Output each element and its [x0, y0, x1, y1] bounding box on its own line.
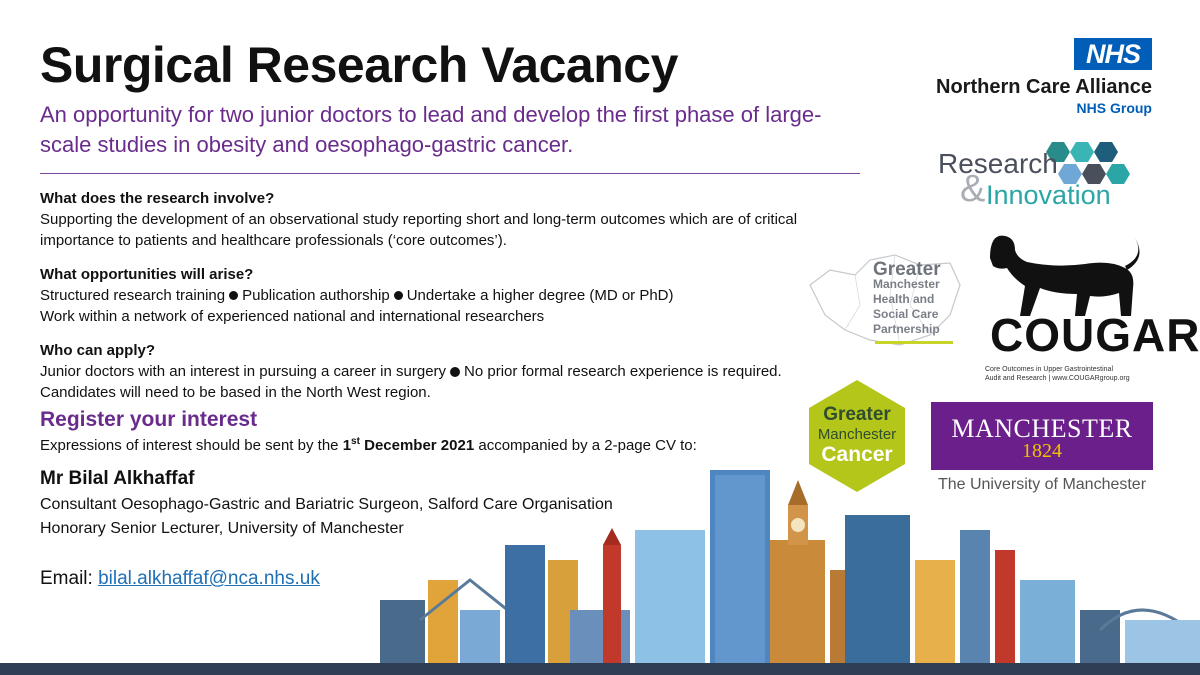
cougar-wordmark: COUGAR — [990, 309, 1200, 361]
manchester-university-name: The University of Manchester — [937, 476, 1147, 493]
city-skyline-illustration — [360, 470, 1200, 675]
gmc-line: Greater — [823, 404, 891, 425]
apply-line — [40, 361, 870, 382]
deadline-date — [343, 437, 475, 454]
register-instructions — [40, 436, 697, 454]
contact-role: Honorary Senior Lecturer, University of Manchester — [40, 520, 404, 537]
opportunity-list — [40, 285, 860, 306]
opportunity-item: Structured research training — [40, 287, 226, 304]
cougar-tagline: Audit and Research | www.COUGARgroup.org — [985, 375, 1130, 382]
gmc-line: Cancer — [821, 443, 893, 466]
section-body: Supporting the development of an observational study reporting short and long-term outcomes which are of critical importance to patients and healthcare professionals (‘core outcomes’). — [40, 211, 798, 249]
gm-hsc-line: Social Care — [873, 307, 939, 321]
gm-hsc-line: Greater — [873, 259, 941, 280]
gmc-logo-text — [812, 405, 902, 465]
section-body: Candidates will need to be based in the North West region. — [40, 384, 431, 401]
gm-hsc-line: Manchester — [873, 277, 940, 291]
ri-ampersand: & — [960, 168, 986, 210]
section-opportunities — [40, 264, 860, 327]
contact-role: Consultant Oesophago-Gastric and Bariatric Surgeon, Salford Care Organisation — [40, 496, 613, 513]
divider — [40, 173, 860, 174]
cougar-tagline: Core Outcomes in Upper Gastrointestinal — [985, 366, 1113, 373]
bullet-icon — [394, 291, 403, 300]
email-label: Email: — [40, 568, 99, 589]
contact-name: Mr Bilal Alkhaffaf — [40, 468, 195, 489]
deadline-day-suffix: st — [351, 436, 360, 447]
gm-hsc-line: Partnership — [873, 322, 940, 336]
register-post: accompanied by a 2-page CV to: — [474, 437, 697, 454]
gm-hsc-underline — [875, 341, 953, 344]
page-title: Surgical Research Vacancy — [40, 37, 678, 93]
section-apply — [40, 340, 870, 403]
gm-hsc-line: Health and — [873, 292, 935, 306]
section-heading: Who can apply? — [40, 342, 156, 359]
gm-hsc-logo-text — [873, 259, 941, 337]
section-body: Work within a network of experienced national and international researchers — [40, 308, 545, 325]
opportunity-item: Publication authorship — [242, 287, 390, 304]
page-subtitle: An opportunity for two junior doctors to lead and develop the first phase of large-scale studies in obesity and oesophago-gastric cancer. — [40, 102, 822, 157]
section-heading: What opportunities will arise? — [40, 266, 254, 283]
section-heading: What does the research involve? — [40, 190, 275, 207]
ri-research-text: Research — [938, 148, 1058, 179]
apply-item: Junior doctors with an interest in pursuing a career in surgery — [40, 363, 447, 380]
register-heading: Register your interest — [40, 408, 258, 431]
email-line — [40, 568, 320, 590]
manchester-wordmark: MANCHESTER — [951, 414, 1133, 443]
deadline-month-year: December 2021 — [359, 437, 475, 454]
deadline-day: 1 — [342, 437, 352, 454]
manchester-year: 1824 — [1022, 440, 1062, 462]
footer-bar — [0, 663, 1200, 675]
gmc-line: Manchester — [817, 426, 897, 443]
nca-group: NHS Group — [1076, 100, 1152, 116]
apply-item: No prior formal research experience is required. — [464, 363, 782, 380]
ri-innovation-text: Innovation — [986, 180, 1111, 210]
cougar-icon — [985, 228, 1150, 318]
register-pre: Expressions of interest should be sent by the — [40, 437, 343, 454]
email-link[interactable]: bilal.alkhaffaf@nca.nhs.uk — [98, 568, 320, 589]
bullet-icon — [450, 367, 460, 377]
nca-name: Northern Care Alliance — [936, 76, 1152, 98]
nhs-logo: NHS — [1074, 38, 1152, 70]
section-involve — [40, 188, 860, 251]
bullet-icon — [229, 291, 238, 300]
opportunity-item: Undertake a higher degree (MD or PhD) — [406, 287, 674, 304]
